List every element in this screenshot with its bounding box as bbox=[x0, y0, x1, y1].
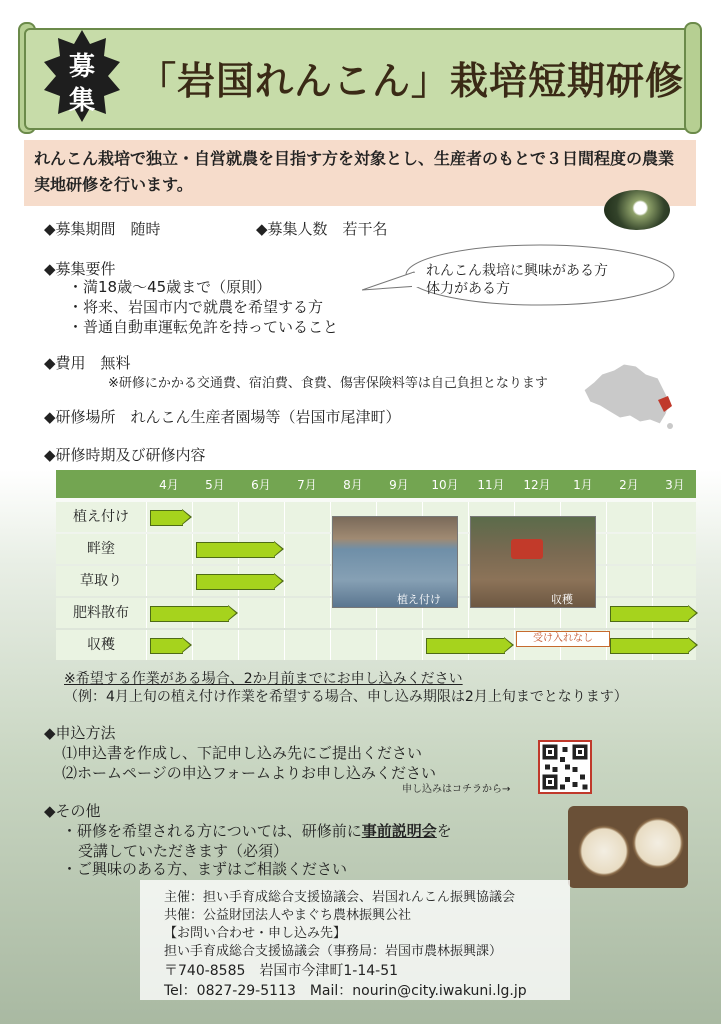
month-header: 9月 bbox=[389, 478, 409, 492]
title-banner bbox=[24, 22, 696, 130]
yamaguchi-map bbox=[580, 360, 680, 432]
requirements-heading: ◆募集要件 bbox=[44, 260, 116, 278]
planting-photo-caption: 植え付け bbox=[397, 593, 441, 606]
month-header: 7月 bbox=[297, 478, 317, 492]
footer-host: 主催：担い手育成総合支援協議会、岩国れんこん振興協議会 bbox=[164, 890, 516, 905]
apply-deadline-note: ※希望する作業がある場合、2か月前までにお申し込みください bbox=[64, 671, 463, 687]
other-line-3: ・ご興味のある方、まずはご相談ください bbox=[62, 860, 348, 878]
requirement-item: ・満18歳～45歳まで（原則） bbox=[68, 278, 272, 296]
period-arrow bbox=[150, 510, 192, 524]
bubble-line-2: 体力がある方 bbox=[426, 281, 510, 297]
recruit-period: ◆募集期間 随時 bbox=[44, 220, 161, 238]
apply-method-heading: ◆申込方法 bbox=[44, 724, 116, 742]
month-header: 12月 bbox=[523, 478, 551, 492]
cost-heading: ◆費用 無料 bbox=[44, 354, 131, 372]
task-label: 植え付け bbox=[73, 509, 129, 525]
task-label: 草取り bbox=[80, 573, 122, 589]
footer-tel-mail: Tel：0827-29-5113 Mail：nourin@city.iwakuni.lg.jp bbox=[164, 983, 527, 999]
schedule-heading: ◆研修時期及び研修内容 bbox=[44, 446, 206, 464]
month-header: 4月 bbox=[159, 478, 179, 492]
month-header: 3月 bbox=[665, 478, 685, 492]
task-label: 畔塗 bbox=[87, 541, 115, 557]
other-line-1-after: を bbox=[436, 822, 452, 840]
apply-method-item: ⑵ホームページの申込フォームよりお申し込みください bbox=[62, 764, 436, 782]
other-line-1 bbox=[62, 820, 452, 841]
contact-footer bbox=[140, 880, 570, 1000]
intro-text: れんこん栽培で独立・自営就農を目指す方を対象とし、生産者のもとで３日間程度の農業実地研修を行います。 bbox=[34, 149, 675, 194]
requirement-item: ・普通自動車運転免許を持っていること bbox=[68, 318, 339, 336]
month-header: 2月 bbox=[619, 478, 639, 492]
page-title: 「岩国れんこん」栽培短期研修 bbox=[138, 59, 685, 103]
period-arrow bbox=[196, 574, 284, 588]
apply-deadline-example: （例：4月上旬の植え付け作業を希望する場合、申し込み期限は2月上旬までとなります） bbox=[64, 689, 628, 705]
intro-box bbox=[24, 140, 696, 206]
badge-char-1: 募 bbox=[68, 52, 95, 82]
speech-bubble bbox=[362, 242, 678, 308]
month-header: 8月 bbox=[343, 478, 363, 492]
task-label: 肥料散布 bbox=[73, 605, 129, 621]
qr-code-icon bbox=[540, 742, 590, 792]
briefing-session-emphasis: 事前説明会 bbox=[361, 822, 437, 840]
qr-note: 申し込みはコチラから→ bbox=[402, 784, 511, 795]
bubble-line-1: れんこん栽培に興味がある方 bbox=[426, 263, 608, 279]
period-arrow bbox=[610, 606, 698, 620]
period-arrow bbox=[150, 638, 192, 652]
training-place: ◆研修場所 れんこん生産者園場等（岩国市尾津町） bbox=[44, 408, 401, 426]
recruit-count: ◆募集人数 若干名 bbox=[256, 220, 388, 238]
lotus-flower-photo bbox=[604, 190, 670, 230]
harvest-photo-caption: 収穫 bbox=[551, 593, 573, 606]
month-header: 1月 bbox=[573, 478, 593, 492]
month-header: 11月 bbox=[477, 478, 505, 492]
month-header: 6月 bbox=[251, 478, 271, 492]
footer-office: 担い手育成総合支援協議会（事務局：岩国市農林振興課） bbox=[164, 944, 503, 959]
month-header: 5月 bbox=[205, 478, 225, 492]
footer-address: 〒740-8585 岩国市今津町1-14-51 bbox=[164, 963, 399, 979]
period-arrow bbox=[426, 638, 514, 652]
qr-code[interactable] bbox=[538, 740, 592, 794]
scroll-roll-right bbox=[684, 22, 702, 134]
other-line-1-text: ・研修を希望される方については、研修前に bbox=[62, 822, 362, 840]
month-header: 10月 bbox=[431, 478, 459, 492]
requirement-item: ・将来、岩国市内で就農を希望する方 bbox=[68, 298, 324, 316]
badge-char-2: 集 bbox=[68, 86, 95, 116]
footer-cohost: 共催：公益財団法人やまぐち農林振興公社 bbox=[164, 908, 412, 923]
schedule-table bbox=[56, 470, 696, 656]
apply-method-item: ⑴申込書を作成し、下記申し込み先にご提出ください bbox=[62, 744, 423, 762]
period-arrow bbox=[610, 638, 698, 652]
other-line-2: 受講していただきます（必須） bbox=[78, 842, 289, 860]
harvest-photo bbox=[470, 516, 596, 608]
period-arrow bbox=[196, 542, 284, 556]
task-label: 収穫 bbox=[87, 637, 115, 653]
cost-note: ※研修にかかる交通費、宿泊費、食費、傷害保険料等は自己負担となります bbox=[108, 376, 548, 391]
other-heading: ◆その他 bbox=[44, 802, 101, 820]
lotus-root-photo bbox=[568, 806, 688, 888]
footer-contact-heading: 【お問い合わせ・申し込み先】 bbox=[164, 926, 347, 941]
not-accepted-label: 受け入れなし bbox=[516, 631, 610, 647]
recruit-badge bbox=[44, 30, 120, 122]
period-arrow bbox=[150, 606, 238, 620]
planting-photo bbox=[332, 516, 458, 608]
